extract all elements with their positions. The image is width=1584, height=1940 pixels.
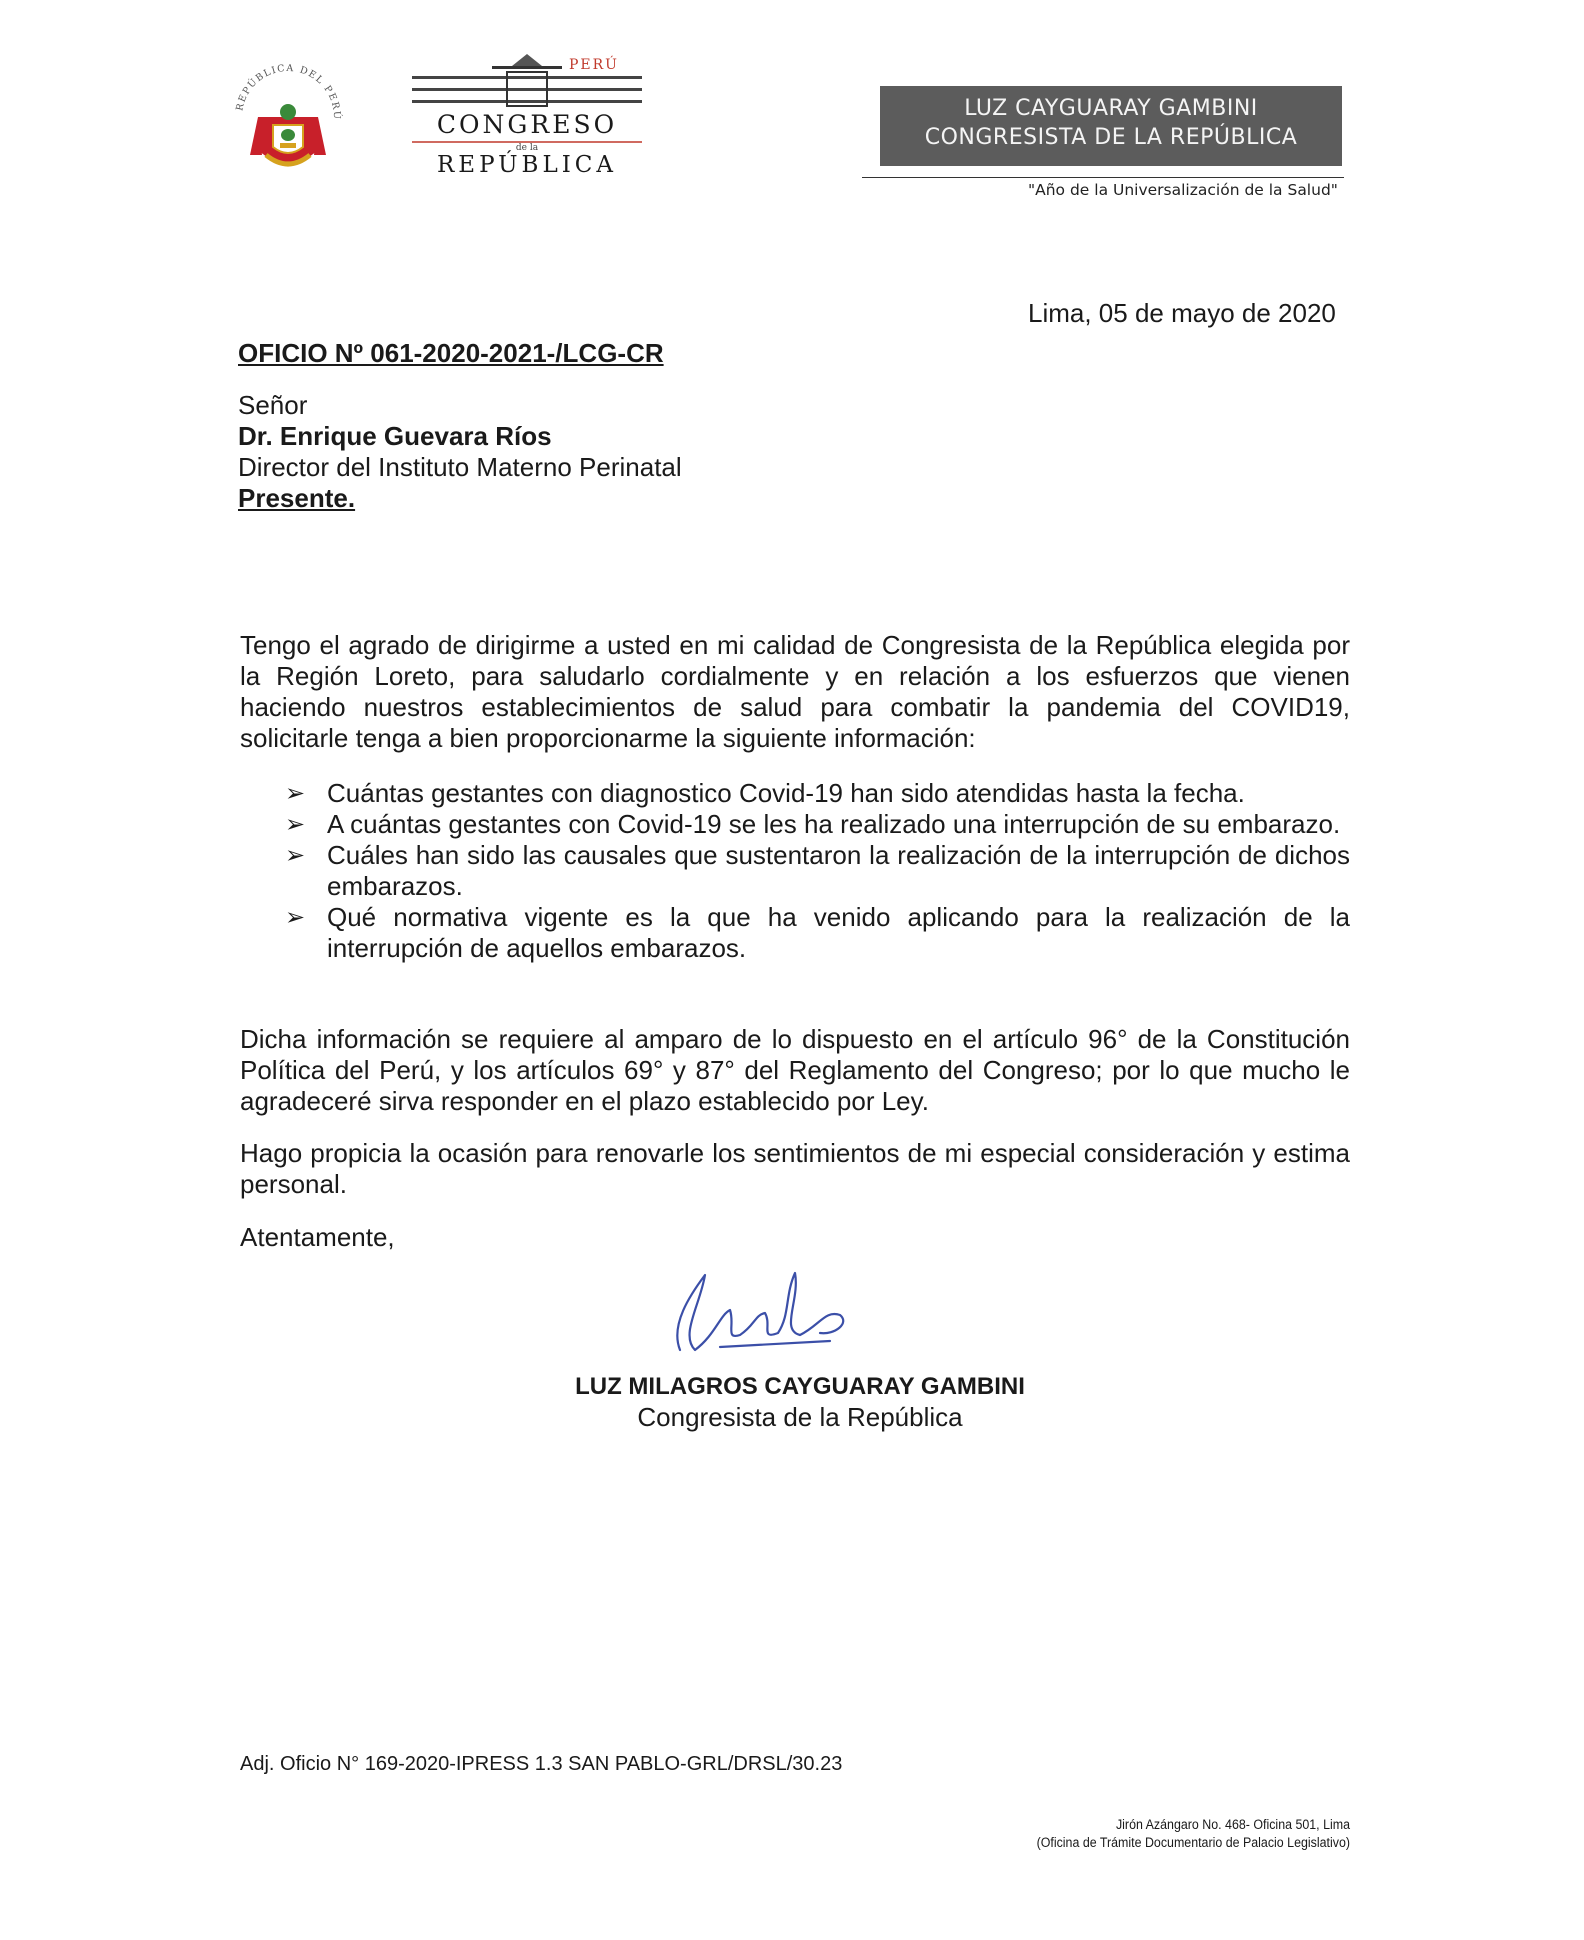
recipient-block (238, 390, 682, 514)
logo-de-la-text: de la (515, 143, 539, 153)
handwritten-signature-icon (660, 1255, 860, 1365)
signatory-role: Congresista de la República (637, 1402, 963, 1432)
letter-date: Lima, 05 de mayo de 2020 (1028, 298, 1336, 328)
banner-name: LUZ CAYGUARAY GAMBINI (964, 96, 1258, 121)
courtesy-paragraph: Hago propicia la ocasión para renovarle los sentimientos de mi especial consideración y estima personal. (240, 1138, 1350, 1199)
legal-basis-paragraph: Dicha información se requiere al amparo de lo dispuesto en el artículo 96° de la Constitución Política del Perú, y los artículos 69° y 87° del Reglamento del Congreso; por lo que mucho le agradeceré sirva responder en el plazo establecido por Ley. (240, 1024, 1350, 1116)
arrow-bullet-icon: ➢ (285, 842, 306, 869)
list-item: ➢ Cuáles han sido las causales que sustentaron la realización de la interrupción de dichos embarazos. (285, 840, 1350, 901)
congreso-logo-icon (412, 50, 642, 180)
signature-block (558, 1371, 1042, 1433)
list-item: ➢ A cuántas gestantes con Covid-19 se les ha realizado una interrupción de su embarazo. (285, 809, 1341, 839)
closing: Atentamente, (240, 1222, 395, 1252)
oficio-reference: OFICIO Nº 061-2020-2021-/LCG-CR (238, 338, 664, 368)
attachment-note: Adj. Oficio N° 169-2020-IPRESS 1.3 SAN PABLO-GRL/DRSL/30.23 (240, 1753, 843, 1775)
intro-paragraph: Tengo el agrado de dirigirme a usted en mi calidad de Congresista de la República elegida por la Región Loreto, para saludarlo cordialmente y en relación a los esfuerzos que vienen haciendo nuestros establecimientos de salud para combatir la pandemia del COVID19, solicitarle tenga a bien proporcionarme la siguiente información: (240, 630, 1350, 753)
year-motto: "Año de la Universalización de la Salud" (1028, 181, 1338, 199)
logo-congreso-text: CONGRESO (436, 110, 618, 139)
recipient-presente: Presente. (238, 483, 356, 513)
arrow-bullet-icon: ➢ (285, 904, 306, 931)
footer-address (991, 1816, 1350, 1852)
footer-address-line2: (Oficina de Trámite Documentario de Palacio Legislativo) (1036, 1835, 1350, 1850)
arrow-bullet-icon: ➢ (285, 811, 306, 838)
logo-republica-text: REPÚBLICA (436, 152, 618, 178)
banner-rule (862, 177, 1344, 178)
list-item: ➢ Cuántas gestantes con diagnostico Covid-19 han sido atendidas hasta la fecha. (285, 778, 1245, 808)
recipient-title: Director del Instituto Materno Perinatal (238, 452, 682, 482)
logo-peru-text: PERÚ (569, 57, 619, 73)
congresista-banner (880, 86, 1342, 166)
svg-text:REPÚBLICA DEL PERÚ: REPÚBLICA DEL PERÚ (234, 62, 343, 121)
recipient-name: Dr. Enrique Guevara Ríos (238, 421, 552, 451)
peru-coat-of-arms-icon (228, 55, 348, 180)
arrow-bullet-icon: ➢ (285, 780, 306, 807)
list-item: ➢ Qué normativa vigente es la que ha venido aplicando para la realización de la interrupción de aquellos embarazos. (285, 902, 1350, 963)
recipient-salutation: Señor (238, 390, 308, 420)
request-list (285, 778, 1350, 964)
banner-title: CONGRESISTA DE LA REPÚBLICA (924, 125, 1298, 150)
signatory-name: LUZ MILAGROS CAYGUARAY GAMBINI (575, 1373, 1025, 1400)
footer-address-line1: Jirón Azángaro No. 468- Oficina 501, Lima (1115, 1817, 1350, 1832)
